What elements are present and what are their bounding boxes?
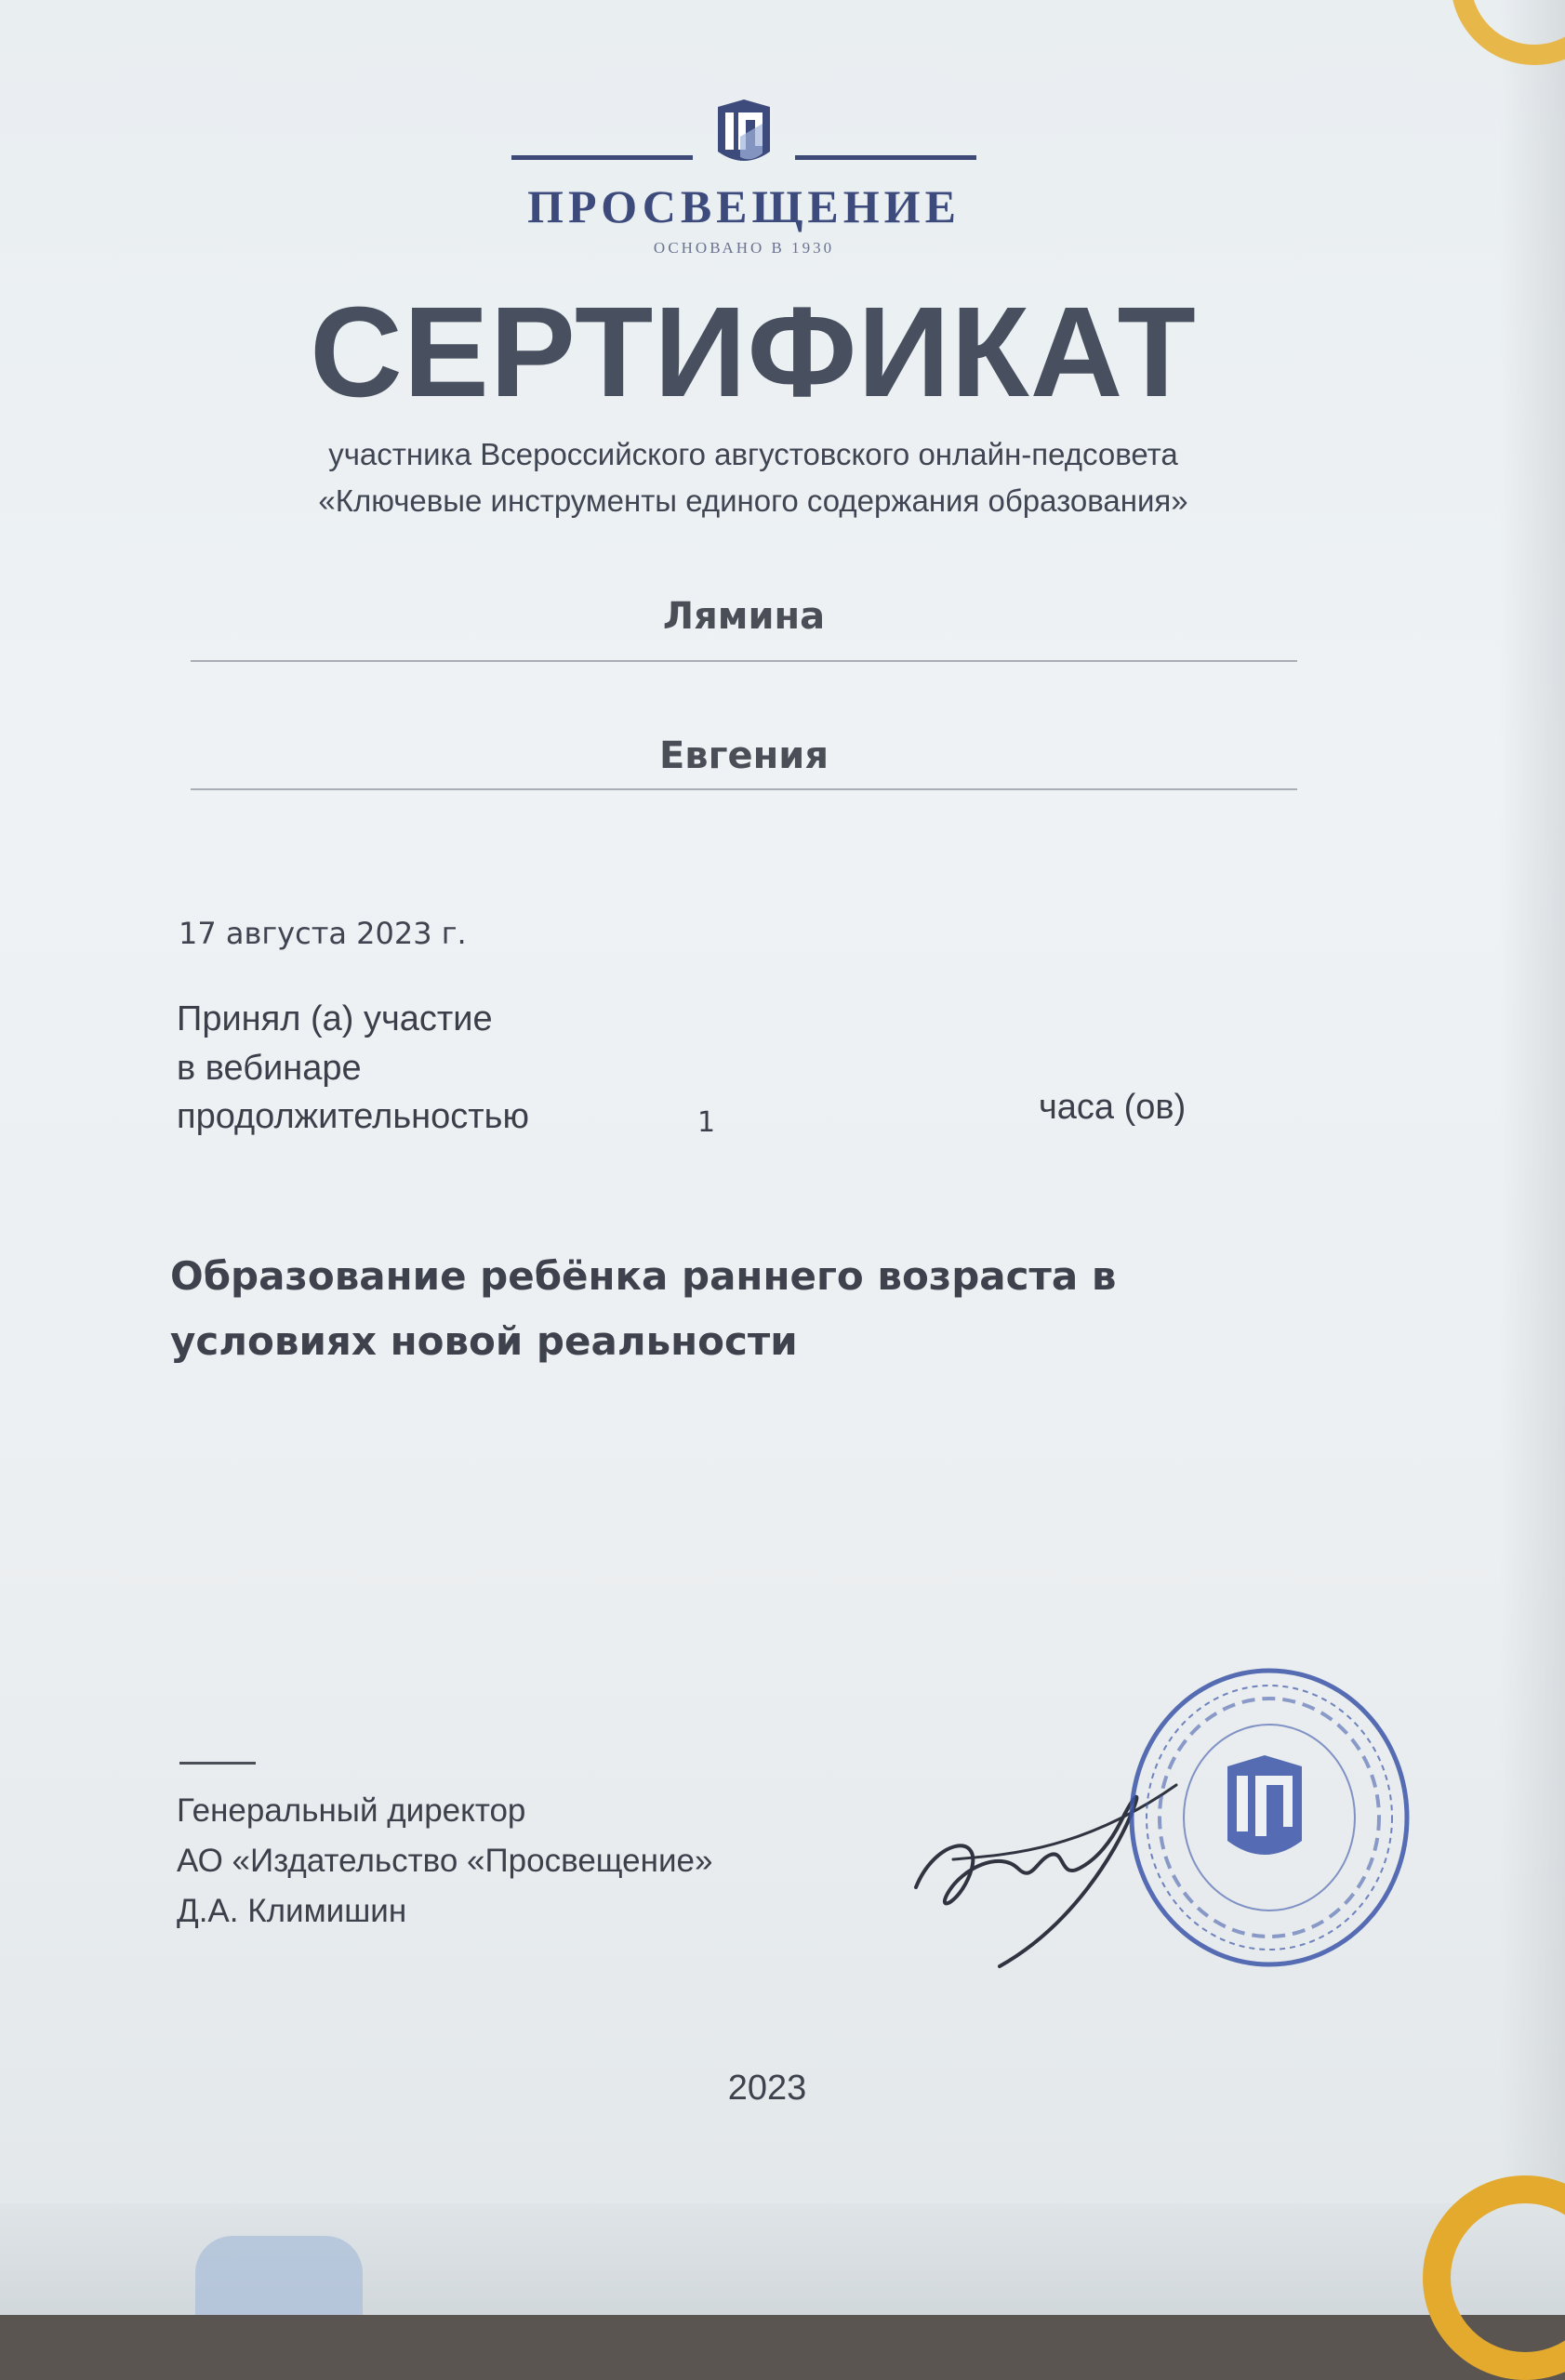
webinar-topic-line2: условиях новой реальности xyxy=(170,1318,798,1364)
certificate-subtitle-line2: «Ключевые инструменты единого содержания образования» xyxy=(318,483,1188,518)
signatory-organization: АО «Издательство «Просвещение» xyxy=(177,1843,713,1879)
duration-unit: часа (ов) xyxy=(1039,1088,1187,1127)
participation-line1: Принял (а) участие xyxy=(177,999,493,1038)
brand-founded: ОСНОВАНО В 1930 xyxy=(653,239,835,257)
signature-dash xyxy=(179,1762,256,1765)
sheet-edge-shadow xyxy=(1500,0,1565,2203)
recipient-first-name: Евгения xyxy=(658,734,829,777)
duration-label: продолжительностью xyxy=(177,1097,529,1136)
first-name-underline xyxy=(191,788,1297,790)
table-surface xyxy=(0,2315,1565,2380)
logo-rule-left xyxy=(511,155,693,160)
prosveshchenie-logo-icon xyxy=(714,98,774,172)
footer-year: 2023 xyxy=(727,2069,807,2108)
signatory-name: Д.А. Климишин xyxy=(177,1893,407,1929)
company-seal-stamp xyxy=(1107,1646,1423,1990)
webinar-topic-line1: Образование ребёнка раннего возраста в xyxy=(170,1253,1117,1299)
signatory-position: Генеральный директор xyxy=(177,1792,526,1829)
participation-line2: в вебинаре xyxy=(177,1049,362,1088)
event-date: 17 августа 2023 г. xyxy=(179,916,467,951)
publisher-logo xyxy=(511,98,976,274)
duration-value: 1 xyxy=(697,1106,716,1139)
brand-name: ПРОСВЕЩЕНИЕ xyxy=(527,180,961,232)
certificate-title: СЕРТИФИКАТ xyxy=(310,281,1197,424)
surname-underline xyxy=(191,660,1297,662)
certificate-subtitle-line1: участника Всероссийского августовского онлайн-педсовета xyxy=(328,437,1178,471)
logo-rule-right xyxy=(795,155,976,160)
recipient-surname: Лямина xyxy=(662,595,826,638)
